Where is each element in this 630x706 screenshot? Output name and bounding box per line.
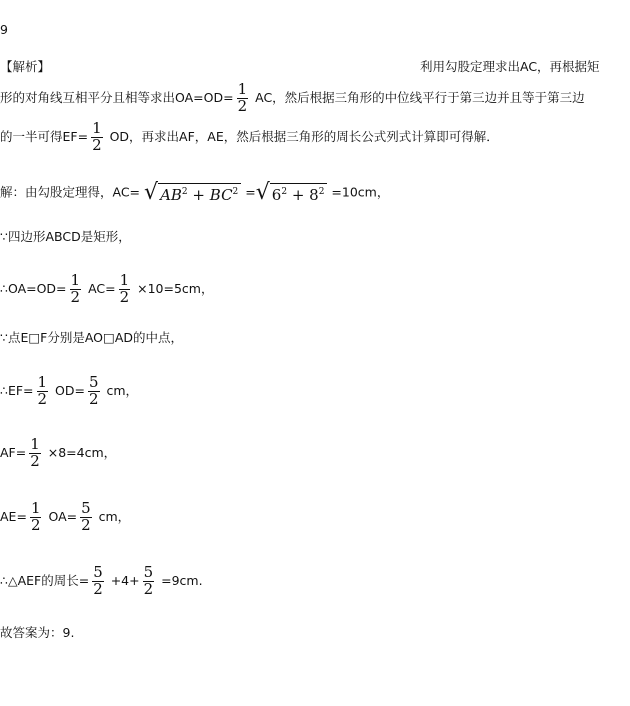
problem-number: 9 [0, 22, 8, 37]
exponent: 2 [318, 187, 325, 197]
text: +4+ [106, 572, 140, 588]
sqrt-ab-bc: √ $AB^2 + BC^2$ [144, 182, 241, 204]
numerator: 1 [30, 499, 41, 517]
text: =9cm. [157, 572, 203, 588]
denominator: 2 [30, 451, 40, 470]
text: ∴△AEF的周长= [0, 572, 90, 588]
solution-step-7 [0, 501, 130, 534]
text: ∴OA=OD= [0, 280, 67, 296]
text: AF= [0, 444, 27, 460]
term: 8 [309, 186, 319, 204]
numerator: 1 [30, 435, 40, 453]
fraction [119, 273, 131, 306]
plus: + [187, 186, 210, 204]
solution-step-1 [0, 182, 389, 204]
sqrt-6-8: √ $6^2 + 8^2$ [256, 182, 328, 204]
fraction [29, 437, 41, 470]
numerator: 5 [81, 499, 91, 517]
text: cm， [94, 508, 131, 524]
denominator: 2 [237, 96, 248, 115]
analysis-tag: 【解析】 [0, 59, 51, 74]
fraction [37, 375, 49, 408]
numerator: 5 [93, 563, 103, 581]
text: OA= [44, 508, 78, 524]
fraction [80, 501, 92, 534]
analysis-line2 [0, 82, 585, 115]
exponent: 2 [281, 187, 288, 197]
exponent: 2 [232, 187, 239, 197]
analysis-line3 [0, 121, 499, 154]
analysis-line3-text-b: OD，再求出AF，AE，然后根据三角形的周长公式列式计算即可得解． [105, 128, 499, 144]
equals: = [241, 184, 256, 200]
plus: + [287, 186, 310, 204]
text: AE= [0, 508, 27, 524]
fraction [237, 82, 249, 115]
step1-text: 解：由勾股定理得，AC= [0, 184, 141, 200]
solution-step-2: ∵四边形ABCD是矩形， [0, 229, 131, 244]
solution-step-8 [0, 565, 203, 598]
numerator: 5 [88, 373, 99, 391]
exponent: 2 [181, 187, 188, 197]
denominator: 2 [93, 579, 103, 598]
term: BC [209, 186, 233, 204]
numerator: 1 [37, 373, 48, 391]
fraction [143, 565, 155, 598]
text: ×8=4cm， [43, 444, 117, 460]
numerator: 5 [143, 563, 154, 581]
analysis-line1: 利用勾股定理求出AC，再根据矩 [420, 59, 600, 74]
denominator: 2 [30, 515, 41, 534]
denominator: 2 [88, 389, 99, 408]
denominator: 2 [81, 515, 91, 534]
denominator: 2 [70, 287, 81, 306]
solution-step-3 [0, 273, 214, 306]
text: ×10=5cm， [133, 280, 214, 296]
fraction [70, 273, 82, 306]
solution-step-4: ∵点E□F分别是AO□AD的中点， [0, 330, 184, 345]
numerator: 1 [237, 80, 248, 98]
term: 6 [271, 186, 282, 204]
text: OD= [51, 382, 85, 398]
result: =10cm， [327, 184, 390, 200]
solution-step-6 [0, 437, 116, 470]
numerator: 1 [92, 119, 102, 137]
text: AC= [84, 280, 116, 296]
solution-step-5 [0, 375, 138, 408]
denominator: 2 [143, 579, 154, 598]
final-answer: 故答案为：9. [0, 625, 75, 640]
term: AB [160, 186, 182, 204]
fraction [88, 375, 100, 408]
denominator: 2 [37, 389, 48, 408]
analysis-line2-text-b: AC，然后根据三角形的中位线平行于第三边并且等于第三边 [251, 89, 585, 105]
denominator: 2 [92, 135, 102, 154]
fraction [92, 565, 104, 598]
fraction [30, 501, 42, 534]
analysis-line3-text-a: 的一半可得EF= [0, 128, 89, 144]
fraction [91, 121, 103, 154]
numerator: 1 [70, 271, 81, 289]
text: cm， [102, 382, 139, 398]
analysis-line2-text-a: 形的对角线互相平分且相等求出OA=OD= [0, 89, 234, 105]
text: ∴EF= [0, 382, 34, 398]
numerator: 1 [119, 271, 130, 289]
denominator: 2 [119, 287, 130, 306]
